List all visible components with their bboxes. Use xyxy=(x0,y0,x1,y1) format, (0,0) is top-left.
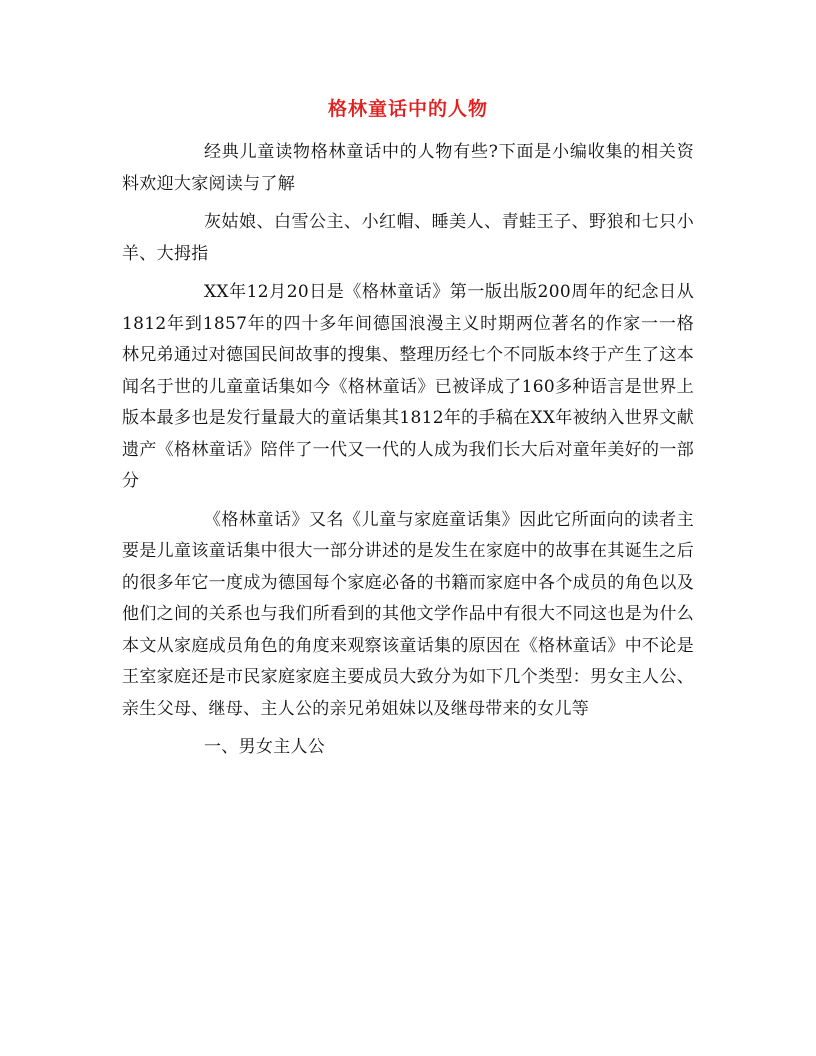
section-heading: 一、男女主人公 xyxy=(204,737,326,757)
character-list-paragraph: 灰姑娘、白雪公主、小红帽、睡美人、青蛙王子、野狼和七只小羊、大拇指 xyxy=(122,212,694,264)
family-roles-paragraph: 《格林童话》又名《儿童与家庭童话集》因此它所面向的读者主要是儿童该童话集中很大一部分讲述的是发生在家庭中的故事在其诞生之后的很多年它一度成为德国每个家庭必备的书籍而家庭中各个成员的角色以及他们之间的关系也与我们所看到的其他文学作品中有很大不同这也是为什么本文从家庭成员角色的角度来观察该童话集的原因在《格林童话》中不论是王室家庭还是市民家庭家庭主要成员大致分为如下几个类型：男女主人公、亲生父母、继母、主人公的亲兄弟姐妹以及继母带来的女儿等 xyxy=(122,509,694,719)
document-title: 格林童话中的人物 xyxy=(327,98,488,120)
document-body xyxy=(122,137,694,764)
history-paragraph: XX年12月20日是《格林童话》第一版出版200周年的纪念日从1812年到1857年的四十多年间德国浪漫主义时期两位著名的作家一一格林兄弟通过对德国民间故事的搜集、整理历经七个不同版本终于产生了这本闻名于世的儿童童话集如今《格林童话》已被译成了160多种语言是世界上版本最多也是发行量最大的童话集其1812年的手稿在XX年被纳入世界文献遗产《格林童话》陪伴了一代又一代的人成为我们长大后对童年美好的一部分 xyxy=(122,282,694,491)
intro-paragraph: 经典儿童读物格林童话中的人物有些?下面是小编收集的相关资料欢迎大家阅读与了解 xyxy=(122,142,694,194)
